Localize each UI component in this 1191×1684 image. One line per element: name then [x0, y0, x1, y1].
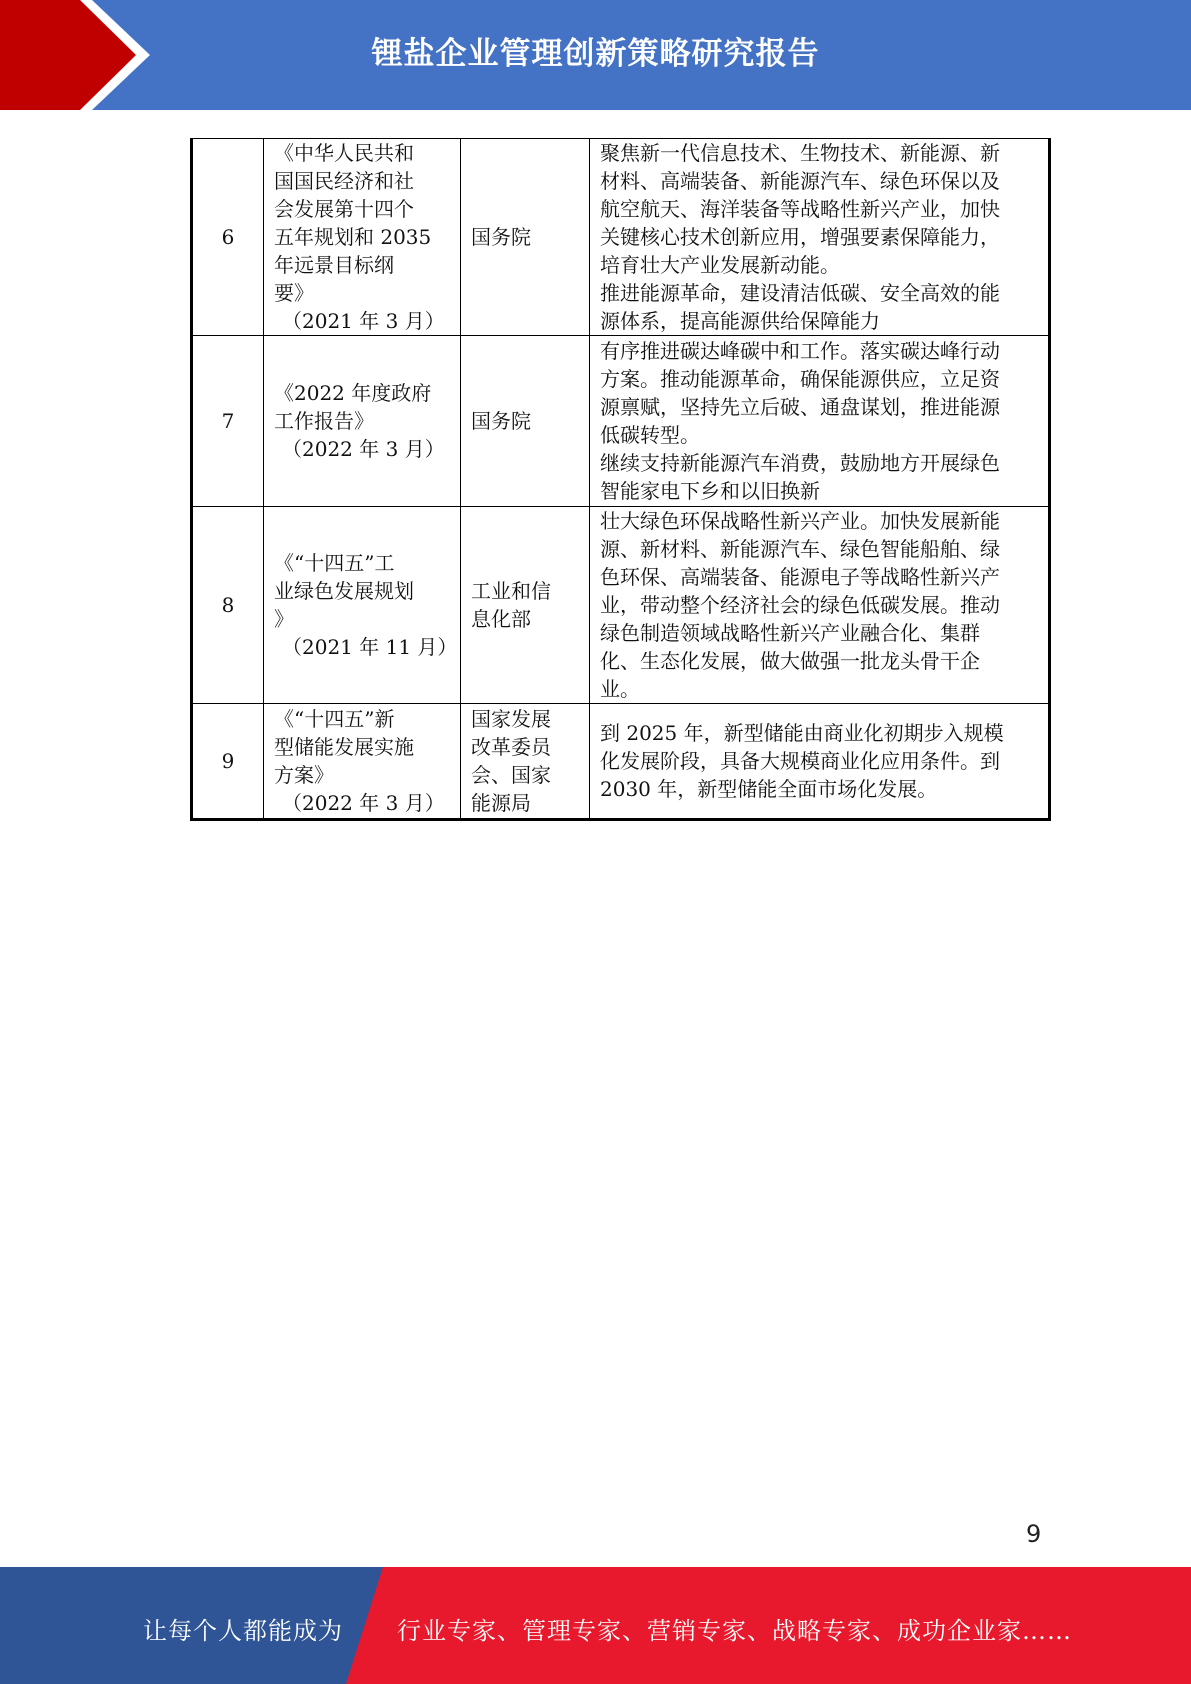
- policy-title-line: 要》: [274, 281, 314, 305]
- issuing-department-line: 国务院: [471, 225, 531, 249]
- policy-content-line: 低碳转型。: [600, 423, 700, 447]
- issuing-department-cell: [461, 704, 590, 820]
- policy-content-cell: [590, 507, 1050, 704]
- policy-content-line: 方案。推动能源革命，确保能源供应，立足资: [600, 367, 1000, 391]
- table-row: [192, 507, 1050, 704]
- policy-content-line: 2030 年，新型储能全面市场化发展。: [600, 777, 938, 801]
- policy-content-line: 材料、高端装备、新能源汽车、绿色环保以及: [600, 169, 1000, 193]
- policy-content-line: 关键核心技术创新应用，增强要素保障能力，: [600, 225, 1000, 249]
- policy-content-line: 培育壮大产业发展新动能。: [600, 253, 840, 277]
- issuing-department-line: 国家发展: [471, 707, 551, 731]
- policy-content-line: 源禀赋，坚持先立后破、通盘谋划，推进能源: [600, 395, 1000, 419]
- policy-title-cell: [264, 704, 461, 820]
- policy-content-cell: [590, 139, 1050, 336]
- policy-content-line: 智能家电下乡和以旧换新: [600, 479, 820, 503]
- table-row: [192, 139, 1050, 336]
- issuing-department-line: 会、国家: [471, 763, 551, 787]
- policy-content-line: 色环保、高端装备、能源电子等战略性新兴产: [600, 565, 1000, 589]
- policy-date: （2021 年 11 月）: [282, 635, 458, 659]
- policy-content-line: 壮大绿色环保战略性新兴产业。加快发展新能: [600, 509, 1000, 533]
- policy-content-line: 航空航天、海洋装备等战略性新兴产业，加快: [600, 197, 1000, 221]
- policy-content-line: 继续支持新能源汽车消费，鼓励地方开展绿色: [600, 451, 1000, 475]
- row-number: 7: [192, 336, 264, 507]
- policy-title-line: 《中华人民共和: [274, 141, 414, 165]
- footer-slogan-left: 让每个人都能成为: [143, 1617, 343, 1645]
- policy-title-line: 工作报告》: [274, 409, 374, 433]
- issuing-department-line: 息化部: [471, 607, 531, 631]
- issuing-department-cell: [461, 336, 590, 507]
- policy-date: （2021 年 3 月）: [282, 309, 445, 333]
- issuing-department-line: 国务院: [471, 409, 531, 433]
- policy-title-line: 《“十四五”新: [274, 707, 395, 731]
- policy-title-line: 业绿色发展规划: [274, 579, 414, 603]
- policy-content-cell: [590, 336, 1050, 507]
- issuing-department-cell: [461, 139, 590, 336]
- policy-date: （2022 年 3 月）: [282, 791, 445, 815]
- policy-content-line: 业，带动整个经济社会的绿色低碳发展。推动: [600, 593, 1000, 617]
- policy-content-line: 绿色制造领域战略性新兴产业融合化、集群: [600, 621, 980, 645]
- policy-content-line: 推进能源革命，建设清洁低碳、安全高效的能: [600, 281, 1000, 305]
- policy-title-line: 国国民经济和社: [274, 169, 414, 193]
- row-number: 9: [192, 704, 264, 820]
- policy-table: [190, 138, 1051, 821]
- policy-title-cell: [264, 336, 461, 507]
- row-number: 8: [192, 507, 264, 704]
- table-row: [192, 704, 1050, 820]
- issuing-department-cell: [461, 507, 590, 704]
- table-row: [192, 336, 1050, 507]
- policy-title-line: 型储能发展实施: [274, 735, 414, 759]
- policy-content-line: 源、新材料、新能源汽车、绿色智能船舶、绿: [600, 537, 1000, 561]
- policy-content-line: 到 2025 年，新型储能由商业化初期步入规模: [600, 721, 1004, 745]
- page-footer: [0, 1567, 1191, 1684]
- page-header: [0, 0, 1191, 110]
- policy-content-cell: [590, 704, 1050, 820]
- issuing-department-line: 改革委员: [471, 735, 551, 759]
- report-title: 锂盐企业管理创新策略研究报告: [371, 36, 820, 72]
- policy-content-line: 聚焦新一代信息技术、生物技术、新能源、新: [600, 141, 1000, 165]
- policy-title-cell: [264, 139, 461, 336]
- policy-content-line: 源体系，提高能源供给保障能力: [600, 309, 880, 333]
- policy-title-line: 方案》: [274, 763, 334, 787]
- policy-content-line: 化发展阶段，具备大规模商业化应用条件。到: [600, 749, 1000, 773]
- row-number: 6: [192, 139, 264, 336]
- issuing-department-line: 工业和信: [471, 579, 551, 603]
- policy-title-line: 五年规划和 2035: [274, 225, 432, 249]
- policy-content-line: 业。: [600, 677, 640, 701]
- page-number: 9: [1026, 1520, 1042, 1548]
- policy-content-line: 有序推进碳达峰碳中和工作。落实碳达峰行动: [600, 339, 1000, 363]
- policy-content-line: 化、生态化发展，做大做强一批龙头骨干企: [600, 649, 980, 673]
- policy-title-line: 年远景目标纲: [274, 253, 394, 277]
- policy-title-line: 《2022 年度政府: [274, 381, 432, 405]
- policy-title-cell: [264, 507, 461, 704]
- policy-title-line: 》: [274, 607, 294, 631]
- issuing-department-line: 能源局: [471, 791, 531, 815]
- policy-title-line: 《“十四五”工: [274, 551, 395, 575]
- policy-table-container: [190, 138, 1051, 821]
- footer-slogan-right: 行业专家、管理专家、营销专家、战略专家、成功企业家……: [397, 1617, 1072, 1645]
- policy-date: （2022 年 3 月）: [282, 437, 445, 461]
- policy-title-line: 会发展第十四个: [274, 197, 414, 221]
